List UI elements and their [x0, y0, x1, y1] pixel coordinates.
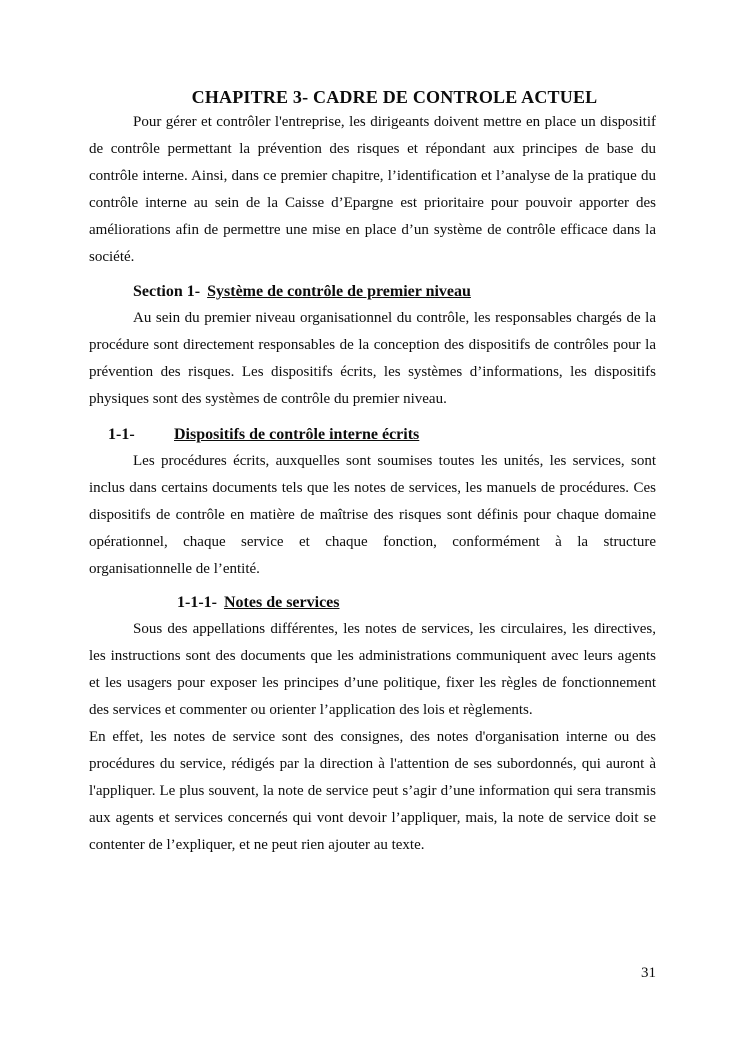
- section-1-number: Section 1-: [133, 282, 201, 300]
- page-content: [89, 0, 656, 859]
- subsection-1-1-title: Dispositifs de contrôle interne écrits: [174, 425, 420, 443]
- section-1-paragraph: Au sein du premier niveau organisationnel du contrôle, les responsables chargés de la procédure sont directement responsables de la conception des dispositifs de contrôles pour la prévention des risques. Les dispositifs écrits, les systèmes d’informations, les dispositifs physiques sont des systèmes de contrôle du premier niveau.: [89, 309, 656, 407]
- subsection-1-1-number: 1-1-: [108, 425, 135, 443]
- section-1-heading: [89, 278, 656, 305]
- subsection-1-1-1-title: Notes de services: [223, 593, 340, 611]
- subsection-1-1-1-paragraph-2: En effet, les notes de service sont des consignes, des notes d'organisation interne ou des procédures du service, rédigés par la direction à l'attention de ses subordonnés, qui auront à l'appliquer. Le plus souvent, la note de service peut s’agir d’une information qui sera transmis aux agents et services concernés qui vont devoir l’appliquer, mais, la note de service doit se contenter de l’expliquer, et ne peut rien ajouter au texte.: [89, 728, 656, 853]
- chapter-title: CHAPITRE 3- CADRE DE CONTROLE ACTUEL: [191, 87, 598, 107]
- section-1-title: Système de contrôle de premier niveau: [207, 282, 471, 300]
- subsection-1-1-1-paragraph-1: Sous des appellations différentes, les notes de services, les circulaires, les directives, les instructions sont des documents que les administrations communiquent avec leurs agents et les usagers pour exposer les principes d’une politique, fixer les règles de fonctionnement des services et commenter ou orienter l’application des lois et règlements.: [89, 620, 656, 718]
- subsection-1-1-1-number: 1-1-1-: [177, 593, 217, 611]
- subsection-1-1-1-heading: [89, 589, 656, 616]
- intro-paragraph: Pour gérer et contrôler l'entreprise, les dirigeants doivent mettre en place un dispositif de contrôle permettant la prévention des risques et répondant aux principes de base du contrôle interne. Ainsi, dans ce premier chapitre, l’identification et l’analyse de la pratique du contrôle interne au sein de la Caisse d’Epargne est prioritaire pour pouvoir apporter des améliorations afin de permettre une mise en place d’un système de contrôle efficace dans la société.: [89, 113, 656, 265]
- subsection-1-1-paragraph: Les procédures écrits, auxquelles sont soumises toutes les unités, les services, sont inclus dans certains documents tels que les notes de services, les manuels de procédures. Ces dispositifs de contrôle en matière de maîtrise des risques sont définis pour chaque domaine opérationnel, chaque service et chaque fonction, conformément à la structure organisationnelle de l’entité.: [89, 452, 656, 577]
- subsection-1-1-heading: [89, 421, 656, 448]
- page-number: 31: [641, 965, 656, 981]
